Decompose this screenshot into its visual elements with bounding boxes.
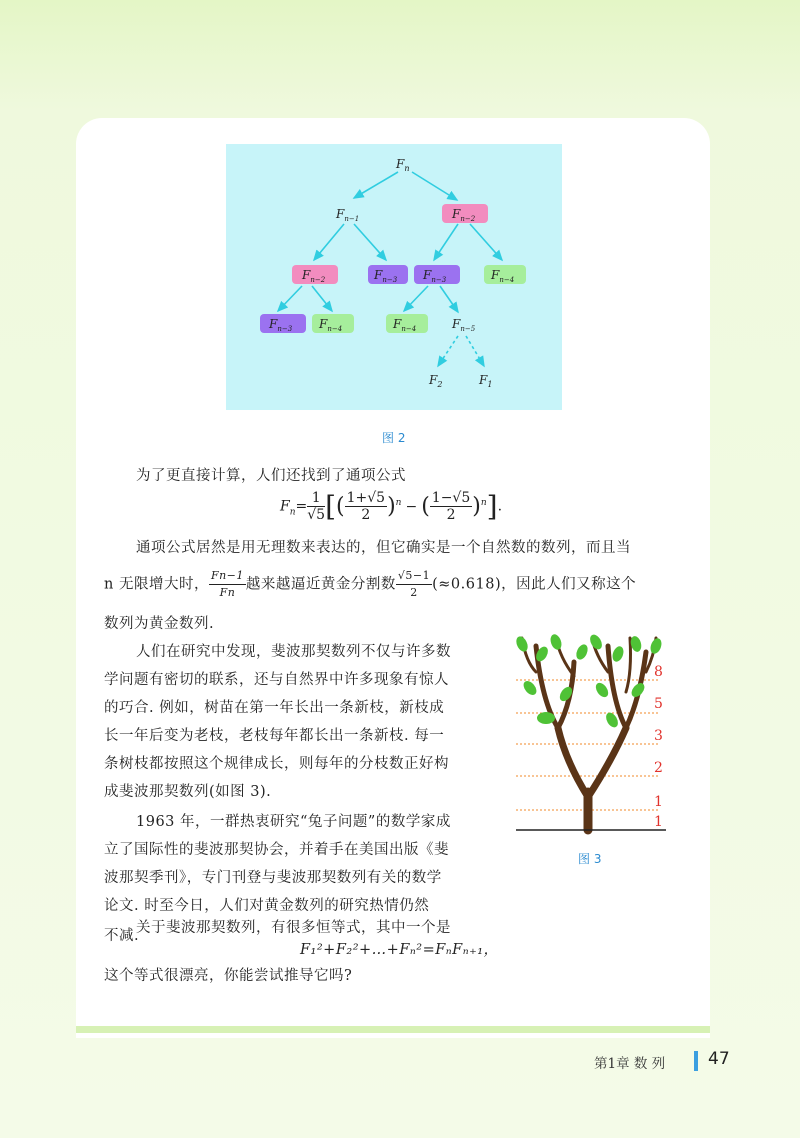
paren-a-close: ) xyxy=(387,494,396,519)
paragraph-3-line-6: 成斐波那契数列(如图 3). xyxy=(104,784,272,800)
arrow-root-n1 xyxy=(354,172,398,198)
gold-num: √5−1 xyxy=(396,568,432,585)
figure-3-branching-tree xyxy=(512,632,688,836)
node-fn1: $F_{n-1}$ xyxy=(336,207,360,223)
node-f2: $F_2$ xyxy=(429,373,443,389)
leaf xyxy=(593,681,610,700)
paragraph-4-line-1: 1963 年，一群热衷研究“兔子问题”的数学家成 xyxy=(136,814,451,830)
arrow-n1-l3a xyxy=(314,224,344,260)
paragraph-4-line-3: 波那契季刊》，专门刊登与斐波那契数列有关的数学 xyxy=(104,870,442,886)
node-l3c: $F_{n-3}$ xyxy=(423,268,447,284)
b-num: 1−√5 xyxy=(431,490,471,506)
paragraph-2-line-1: 通项公式居然是用无理数来表达的，但它确实是一个自然数的数列，而且当 xyxy=(136,540,631,556)
arrow-n1-l3b xyxy=(354,224,386,260)
arrow-dashed-f2 xyxy=(438,336,458,366)
tree-diagram xyxy=(226,144,562,410)
node-l4a: $F_{n-3}$ xyxy=(269,317,293,333)
bracket-close: ] xyxy=(486,490,498,523)
formula-lhs-sub: n xyxy=(289,507,296,518)
arrow-root-n2 xyxy=(412,172,457,200)
leaf xyxy=(611,645,626,663)
label-2: 2 xyxy=(654,760,663,776)
paragraph-4-line-5: 不减. xyxy=(104,928,140,944)
a-num: 1+√5 xyxy=(346,490,386,506)
formula-end: . xyxy=(497,498,503,515)
arrow-dashed-f1 xyxy=(466,336,484,366)
chapter-label: 第1章 数 列 xyxy=(594,1056,666,1072)
formula-eq: = xyxy=(295,498,308,515)
bracket-open: [ xyxy=(325,490,337,523)
ratio-num: Fn−1 xyxy=(209,568,246,585)
paragraph-3-line-5: 条树枝都按照这个规律成长，则每年的分枝数正好构 xyxy=(104,756,449,772)
label-1a: 1 xyxy=(654,794,663,810)
branch-left xyxy=(558,728,588,797)
formula-lhs: F xyxy=(280,498,290,515)
label-3: 3 xyxy=(654,728,663,744)
leaf xyxy=(514,635,530,654)
paren-a-open: ( xyxy=(336,494,345,519)
line2-mid: 越来越逼近黄金分割数 xyxy=(245,576,396,593)
page-number: 47 xyxy=(708,1049,730,1069)
fibonacci-identity: F₁²+F₂²+…+Fₙ²=FₙFₙ₊₁， xyxy=(300,942,499,958)
paren-b-close: ) xyxy=(472,494,481,519)
node-l3d: $F_{n-4}$ xyxy=(491,268,515,284)
leaf xyxy=(549,633,564,651)
figure-2-recursion-tree xyxy=(226,144,562,410)
figure-2-caption: 图 2 xyxy=(382,431,406,445)
branch-right xyxy=(588,728,626,797)
label-8: 8 xyxy=(654,664,663,680)
figure-3-caption: 图 3 xyxy=(578,852,602,866)
label-1b: 1 xyxy=(654,814,663,830)
tree-branches xyxy=(522,638,656,830)
node-f1: $F_1$ xyxy=(479,373,493,389)
paragraph-4-line-4: 论文. 时至今日，人们对黄金数列的研究热情仍然 xyxy=(104,898,430,914)
leaf xyxy=(649,637,664,655)
line2-pre: n 无限增大时， xyxy=(104,576,209,593)
paragraph-3-line-3: 的巧合. 例如，树苗在第一年长出一条新枝，新枝成 xyxy=(104,700,445,716)
paragraph-3-line-1: 人们在研究中发现，斐波那契数列不仅与许多数 xyxy=(136,644,451,660)
coef-num: 1 xyxy=(307,490,325,507)
node-l4b: $F_{n-4}$ xyxy=(319,317,343,333)
twig-5 xyxy=(626,638,631,692)
paragraph-2-line-2 xyxy=(104,568,636,601)
branch-count-labels xyxy=(654,664,663,830)
line2-post: (≈0.618)，因此人们又称这个 xyxy=(432,576,637,593)
paragraph-3-line-2: 学问题有密切的联系，还与自然界中许多现象有惊人 xyxy=(104,672,449,688)
ratio-den: Fn xyxy=(219,586,236,599)
golden-fraction xyxy=(396,568,432,601)
footer-accent-bar xyxy=(694,1051,698,1071)
leaf xyxy=(574,643,590,662)
arrow-n2-l3d xyxy=(470,224,502,260)
paragraph-5: 关于斐波那契数列，有很多恒等式，其中一个是 xyxy=(136,920,451,936)
arrow-n2-l3c xyxy=(434,224,458,260)
leaf xyxy=(537,712,555,724)
node-l3b: $F_{n-3}$ xyxy=(374,268,398,284)
formula-a xyxy=(345,490,387,523)
leaf xyxy=(521,679,539,698)
formula-minus: − xyxy=(405,498,418,515)
coef-den: √5 xyxy=(307,507,326,523)
binet-formula xyxy=(280,490,502,523)
formula-b xyxy=(430,490,472,523)
leaf xyxy=(588,633,605,652)
paren-b-open: ( xyxy=(421,494,430,519)
node-l3a: $F_{n-2}$ xyxy=(302,268,326,284)
arrow-l3c-l4c xyxy=(404,286,428,311)
exp-a: n xyxy=(395,497,402,508)
b-den: 2 xyxy=(446,507,456,523)
node-l4c: $F_{n-4}$ xyxy=(393,317,417,333)
footer-divider xyxy=(76,1026,710,1033)
arrow-l3a-l4a xyxy=(278,286,302,311)
paragraph-6: 这个等式很漂亮，你能尝试推导它吗? xyxy=(104,968,353,984)
gold-den: 2 xyxy=(410,586,418,599)
ratio-fraction xyxy=(209,568,246,601)
arrow-l3a-l4b xyxy=(312,286,332,311)
node-root: $F_n$ xyxy=(396,157,410,173)
formula-coef xyxy=(307,490,325,523)
paragraph-general-term-intro: 为了更直接计算，人们还找到了通项公式 xyxy=(136,468,406,484)
node-fn2: $F_{n-2}$ xyxy=(452,207,476,223)
arrow-l3c-l4d xyxy=(440,286,458,312)
label-5: 5 xyxy=(654,696,663,712)
a-den: 2 xyxy=(361,507,371,523)
node-l4d: $F_{n-5}$ xyxy=(452,317,476,333)
paragraph-3-line-4: 长一年后变为老枝，老枝每年都长出一条新枝. 每一 xyxy=(104,728,445,744)
paragraph-2-line-3: 数列为黄金数列. xyxy=(104,616,215,632)
exp-b: n xyxy=(480,497,487,508)
paragraph-4-line-2: 立了国际性的斐波那契协会，并着手在美国出版《斐 xyxy=(104,842,449,858)
